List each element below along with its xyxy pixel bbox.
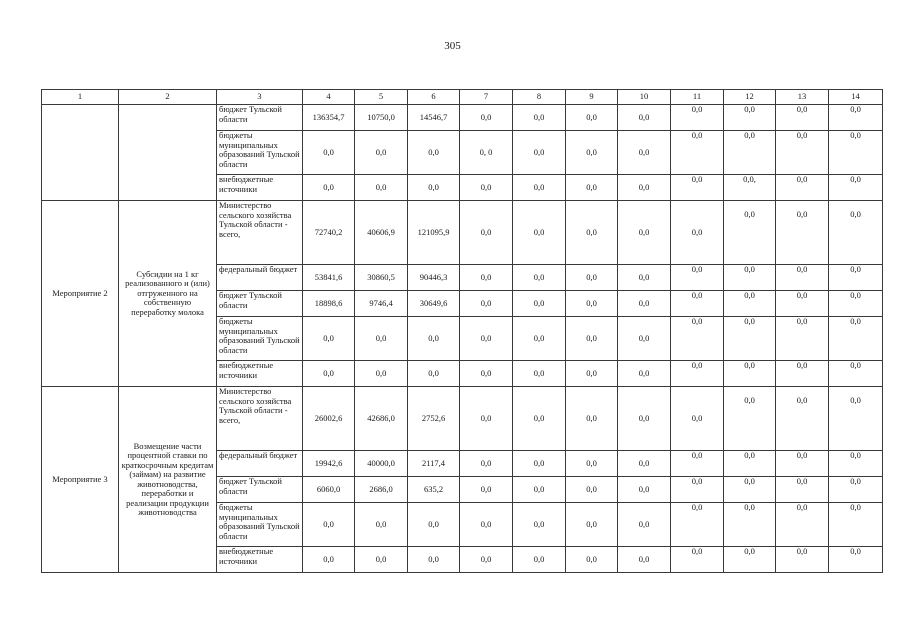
value-cell: 2117,4 bbox=[408, 451, 460, 477]
value-cell: 0,0 bbox=[776, 477, 829, 503]
value-cell: 0,0 bbox=[513, 105, 566, 131]
value-cell: 0,0 bbox=[566, 451, 618, 477]
value-cell: 0,0 bbox=[460, 387, 513, 451]
value-cell: 0,0 bbox=[566, 547, 618, 573]
value-cell: 0,0 bbox=[829, 503, 883, 547]
value-cell: 0,0 bbox=[513, 175, 566, 201]
value-cell: 0,0 bbox=[671, 291, 724, 317]
value-cell: 2752,6 bbox=[408, 387, 460, 451]
table-row bbox=[42, 387, 883, 451]
value-cell: 0,0 bbox=[829, 201, 883, 265]
header-cell: 6 bbox=[408, 90, 460, 105]
table-row bbox=[42, 105, 883, 131]
value-cell: 72740,2 bbox=[303, 201, 355, 265]
value-cell: 0,0 bbox=[776, 317, 829, 361]
value-cell: 0,0 bbox=[671, 547, 724, 573]
value-cell: 0,0 bbox=[829, 477, 883, 503]
value-cell: 0,0 bbox=[566, 291, 618, 317]
value-cell: 0,0 bbox=[724, 451, 776, 477]
value-cell: 0,0 bbox=[303, 547, 355, 573]
value-cell: 0,0, bbox=[724, 175, 776, 201]
value-cell: 0,0 bbox=[618, 317, 671, 361]
value-cell: 0,0 bbox=[618, 547, 671, 573]
value-cell: 0,0 bbox=[776, 265, 829, 291]
value-cell: 0,0 bbox=[671, 503, 724, 547]
table-row bbox=[42, 201, 883, 265]
value-cell: 0,0 bbox=[671, 317, 724, 361]
value-cell: 0,0 bbox=[460, 317, 513, 361]
source-cell: бюджеты муниципальных образований Тульской области bbox=[217, 317, 303, 361]
value-cell: 0,0 bbox=[460, 547, 513, 573]
value-cell: 0,0 bbox=[460, 175, 513, 201]
value-cell: 0,0 bbox=[724, 387, 776, 451]
value-cell: 0, 0 bbox=[460, 131, 513, 175]
value-cell: 0,0 bbox=[566, 477, 618, 503]
source-cell: внебюджетные источники bbox=[217, 547, 303, 573]
value-cell: 0,0 bbox=[671, 131, 724, 175]
value-cell: 18898,6 bbox=[303, 291, 355, 317]
value-cell: 0,0 bbox=[513, 503, 566, 547]
value-cell: 0,0 bbox=[513, 547, 566, 573]
source-cell: бюджет Тульской области bbox=[217, 477, 303, 503]
value-cell: 30649,6 bbox=[408, 291, 460, 317]
value-cell: 10750,0 bbox=[355, 105, 408, 131]
value-cell: 0,0 bbox=[671, 201, 724, 265]
value-cell: 0,0 bbox=[829, 317, 883, 361]
value-cell: 0,0 bbox=[513, 361, 566, 387]
value-cell: 0,0 bbox=[566, 131, 618, 175]
source-cell: внебюджетные источники bbox=[217, 361, 303, 387]
source-cell: Министерство сельского хозяйства Тульской области - всего, bbox=[217, 201, 303, 265]
value-cell: 0,0 bbox=[618, 477, 671, 503]
value-cell: 0,0 bbox=[303, 317, 355, 361]
value-cell: 0,0 bbox=[460, 477, 513, 503]
value-cell: 0,0 bbox=[618, 175, 671, 201]
value-cell: 0,0 bbox=[460, 451, 513, 477]
value-cell: 0,0 bbox=[829, 131, 883, 175]
value-cell: 0,0 bbox=[829, 361, 883, 387]
value-cell: 0,0 bbox=[671, 451, 724, 477]
value-cell: 0,0 bbox=[355, 361, 408, 387]
value-cell: 53841,6 bbox=[303, 265, 355, 291]
value-cell: 0,0 bbox=[829, 451, 883, 477]
value-cell: 0,0 bbox=[829, 105, 883, 131]
value-cell: 0,0 bbox=[303, 361, 355, 387]
value-cell: 0,0 bbox=[776, 175, 829, 201]
value-cell: 0,0 bbox=[460, 503, 513, 547]
value-cell: 0,0 bbox=[671, 477, 724, 503]
value-cell: 2686,0 bbox=[355, 477, 408, 503]
value-cell: 0,0 bbox=[513, 201, 566, 265]
value-cell: 0,0 bbox=[460, 291, 513, 317]
header-cell: 12 bbox=[724, 90, 776, 105]
value-cell: 0,0 bbox=[566, 265, 618, 291]
event-description: Субсидии на 1 кг реализованного и (или) отгруженного на собственную переработку молока bbox=[119, 201, 217, 387]
value-cell: 40606,9 bbox=[355, 201, 408, 265]
value-cell: 0,0 bbox=[618, 265, 671, 291]
value-cell: 0,0 bbox=[460, 265, 513, 291]
header-cell: 13 bbox=[776, 90, 829, 105]
source-cell: бюджеты муниципальных образований Тульской области bbox=[217, 131, 303, 175]
event-cell bbox=[42, 105, 119, 201]
value-cell: 0,0 bbox=[513, 477, 566, 503]
value-cell: 14546,7 bbox=[408, 105, 460, 131]
header-cell: 9 bbox=[566, 90, 618, 105]
value-cell: 9746,4 bbox=[355, 291, 408, 317]
value-cell: 0,0 bbox=[724, 265, 776, 291]
value-cell: 0,0 bbox=[513, 265, 566, 291]
value-cell: 0,0 bbox=[724, 503, 776, 547]
event-description: Возмещение части процентной ставки по краткосрочным кредитам (займам) на развитие животноводства, переработки и реализации продукции животноводства bbox=[119, 387, 217, 573]
source-cell: Министерство сельского хозяйства Тульской области - всего, bbox=[217, 387, 303, 451]
value-cell: 0,0 bbox=[671, 361, 724, 387]
event-name: Мероприятие 3 bbox=[42, 387, 119, 573]
value-cell: 0,0 bbox=[566, 105, 618, 131]
value-cell: 0,0 bbox=[513, 291, 566, 317]
value-cell: 0,0 bbox=[355, 503, 408, 547]
value-cell: 0,0 bbox=[776, 361, 829, 387]
value-cell: 0,0 bbox=[671, 387, 724, 451]
value-cell: 0,0 bbox=[408, 503, 460, 547]
value-cell: 0,0 bbox=[513, 387, 566, 451]
value-cell: 0,0 bbox=[829, 547, 883, 573]
value-cell: 0,0 bbox=[671, 265, 724, 291]
value-cell: 0,0 bbox=[724, 291, 776, 317]
table-header-row bbox=[42, 90, 883, 105]
header-cell: 14 bbox=[829, 90, 883, 105]
value-cell: 0,0 bbox=[776, 387, 829, 451]
value-cell: 0,0 bbox=[566, 387, 618, 451]
value-cell: 40000,0 bbox=[355, 451, 408, 477]
header-cell: 2 bbox=[119, 90, 217, 105]
value-cell: 0,0 bbox=[724, 201, 776, 265]
value-cell: 0,0 bbox=[513, 317, 566, 361]
value-cell: 0,0 bbox=[776, 503, 829, 547]
value-cell: 0,0 bbox=[776, 105, 829, 131]
value-cell: 0,0 bbox=[724, 361, 776, 387]
value-cell: 0,0 bbox=[566, 201, 618, 265]
value-cell: 0,0 bbox=[776, 291, 829, 317]
value-cell: 0,0 bbox=[618, 451, 671, 477]
source-cell: бюджеты муниципальных образований Тульской области bbox=[217, 503, 303, 547]
value-cell: 0,0 bbox=[355, 131, 408, 175]
value-cell: 0,0 bbox=[460, 361, 513, 387]
value-cell: 0,0 bbox=[776, 547, 829, 573]
value-cell: 42686,0 bbox=[355, 387, 408, 451]
value-cell: 0,0 bbox=[724, 547, 776, 573]
value-cell: 0,0 bbox=[408, 547, 460, 573]
value-cell: 0,0 bbox=[460, 201, 513, 265]
value-cell: 0,0 bbox=[776, 201, 829, 265]
header-cell: 3 bbox=[217, 90, 303, 105]
value-cell: 26002,6 bbox=[303, 387, 355, 451]
value-cell: 0,0 bbox=[355, 175, 408, 201]
value-cell: 0,0 bbox=[776, 451, 829, 477]
value-cell: 0,0 bbox=[618, 503, 671, 547]
value-cell: 0,0 bbox=[303, 175, 355, 201]
value-cell: 0,0 bbox=[829, 291, 883, 317]
header-cell: 1 bbox=[42, 90, 119, 105]
value-cell: 0,0 bbox=[513, 451, 566, 477]
value-cell: 90446,3 bbox=[408, 265, 460, 291]
value-cell: 0,0 bbox=[303, 503, 355, 547]
value-cell: 0,0 bbox=[724, 131, 776, 175]
value-cell: 0,0 bbox=[566, 503, 618, 547]
value-cell: 0,0 bbox=[618, 291, 671, 317]
value-cell: 0,0 bbox=[724, 105, 776, 131]
value-cell: 136354,7 bbox=[303, 105, 355, 131]
value-cell: 0,0 bbox=[355, 547, 408, 573]
value-cell: 635,2 bbox=[408, 477, 460, 503]
value-cell: 0,0 bbox=[671, 105, 724, 131]
value-cell: 121095,9 bbox=[408, 201, 460, 265]
description-cell bbox=[119, 105, 217, 201]
value-cell: 30860,5 bbox=[355, 265, 408, 291]
value-cell: 0,0 bbox=[618, 201, 671, 265]
value-cell: 0,0 bbox=[776, 131, 829, 175]
event-name: Мероприятие 2 bbox=[42, 201, 119, 387]
value-cell: 0,0 bbox=[566, 361, 618, 387]
value-cell: 0,0 bbox=[408, 361, 460, 387]
value-cell: 0,0 bbox=[566, 175, 618, 201]
header-cell: 10 bbox=[618, 90, 671, 105]
value-cell: 0,0 bbox=[408, 317, 460, 361]
value-cell: 19942,6 bbox=[303, 451, 355, 477]
value-cell: 0,0 bbox=[408, 131, 460, 175]
value-cell: 0,0 bbox=[829, 265, 883, 291]
value-cell: 0,0 bbox=[829, 387, 883, 451]
source-cell: бюджет Тульской области bbox=[217, 105, 303, 131]
header-cell: 8 bbox=[513, 90, 566, 105]
header-cell: 7 bbox=[460, 90, 513, 105]
value-cell: 0,0 bbox=[618, 131, 671, 175]
header-cell: 11 bbox=[671, 90, 724, 105]
value-cell: 6060,0 bbox=[303, 477, 355, 503]
value-cell: 0,0 bbox=[618, 361, 671, 387]
value-cell: 0,0 bbox=[303, 131, 355, 175]
value-cell: 0,0 bbox=[724, 477, 776, 503]
source-cell: внебюджетные источники bbox=[217, 175, 303, 201]
source-cell: федеральный бюджет bbox=[217, 451, 303, 477]
page-number: 305 bbox=[444, 40, 461, 52]
header-cell: 5 bbox=[355, 90, 408, 105]
value-cell: 0,0 bbox=[513, 131, 566, 175]
value-cell: 0,0 bbox=[724, 317, 776, 361]
value-cell: 0,0 bbox=[408, 175, 460, 201]
source-cell: федеральный бюджет bbox=[217, 265, 303, 291]
budget-table bbox=[41, 89, 883, 573]
value-cell: 0,0 bbox=[671, 175, 724, 201]
value-cell: 0,0 bbox=[460, 105, 513, 131]
value-cell: 0,0 bbox=[829, 175, 883, 201]
source-cell: бюджет Тульской области bbox=[217, 291, 303, 317]
value-cell: 0,0 bbox=[566, 317, 618, 361]
header-cell: 4 bbox=[303, 90, 355, 105]
value-cell: 0,0 bbox=[618, 387, 671, 451]
value-cell: 0,0 bbox=[355, 317, 408, 361]
value-cell: 0,0 bbox=[618, 105, 671, 131]
